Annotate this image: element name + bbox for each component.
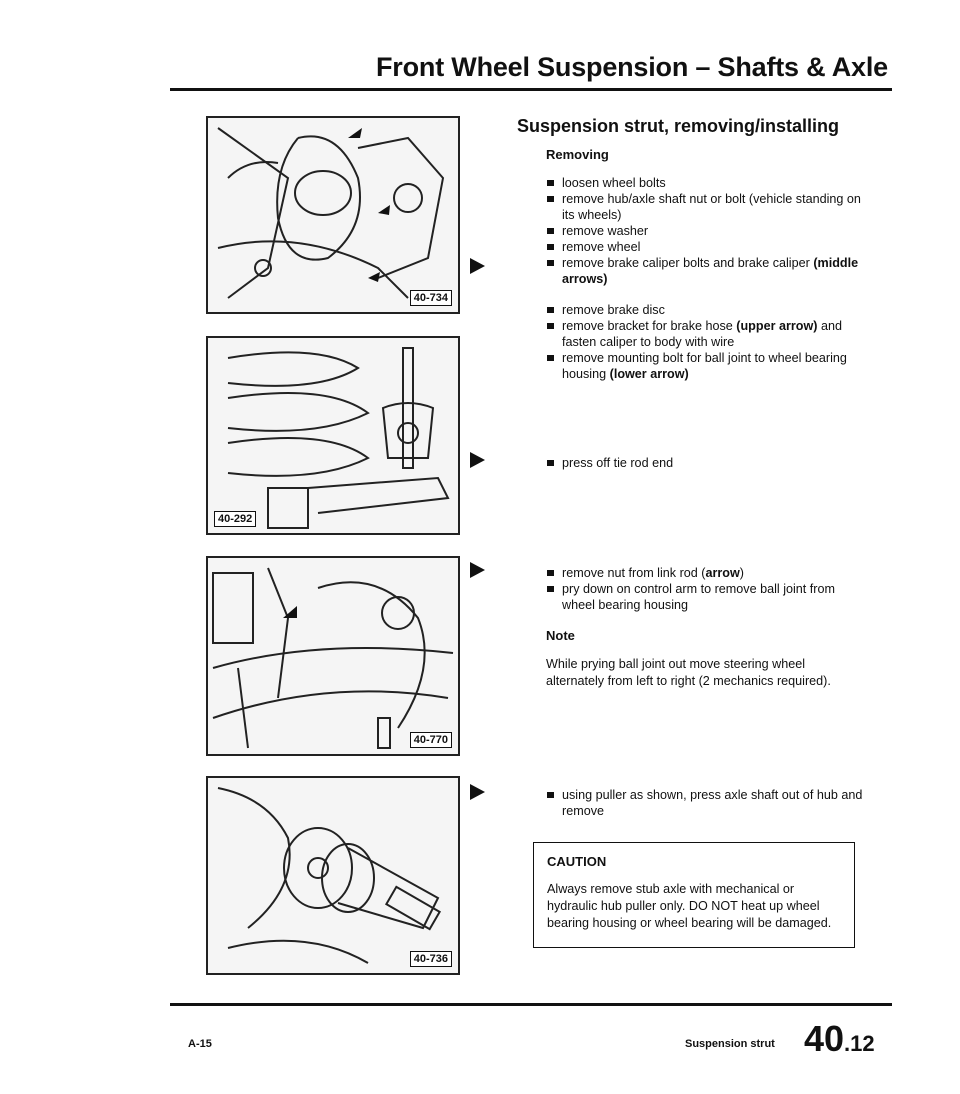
steps-list-2	[546, 302, 866, 382]
list-item: remove hub/axle shaft nut or bolt (vehicle standing on its wheels)	[546, 191, 866, 223]
caution-box	[533, 842, 855, 948]
list-item: remove mounting bolt for ball joint to wheel bearing housing (lower arrow)	[546, 350, 866, 382]
caution-text: Always remove stub axle with mechanical or hydraulic hub puller only. DO NOT heat up wheel bearing housing or wheel bearing will be damaged.	[547, 882, 832, 930]
figure-code: 40-292	[214, 511, 256, 527]
list-item: remove washer	[546, 223, 866, 239]
pointer-triangle-icon	[470, 784, 485, 800]
list-item: using puller as shown, press axle shaft out of hub and remove	[546, 787, 866, 819]
figure-drawing	[208, 118, 458, 312]
list-item: remove brake caliper bolts and brake caliper (middle arrows)	[546, 255, 866, 287]
steps-list-5	[546, 787, 866, 819]
figure-drawing	[208, 778, 458, 973]
figure-drawing	[208, 558, 458, 754]
section-title: Suspension strut, removing/installing	[517, 116, 840, 136]
figure-code: 40-736	[410, 951, 452, 967]
page-number: A-15	[188, 1038, 212, 1050]
section-number-minor: .12	[844, 1031, 875, 1056]
list-item: press off tie rod end	[546, 455, 866, 471]
figure-code: 40-734	[410, 290, 452, 306]
header-divider	[170, 88, 892, 91]
pointer-triangle-icon	[470, 452, 485, 468]
steps-list-4	[546, 565, 866, 613]
note-text: While prying ball joint out move steering wheel alternately from left to right (2 mechanics required).	[546, 657, 831, 688]
figure-drawing	[208, 338, 458, 533]
caution-title: CAUTION	[547, 854, 607, 869]
subhead-removing: Removing	[546, 147, 609, 162]
figure-code: 40-770	[410, 732, 452, 748]
figure-link-rod	[206, 556, 460, 756]
pointer-triangle-icon	[470, 562, 485, 578]
note-title: Note	[546, 628, 575, 643]
footer-divider	[170, 1003, 892, 1006]
figure-tie-rod-puller	[206, 336, 460, 535]
list-item: remove brake disc	[546, 302, 866, 318]
section-number-major: 40	[804, 1018, 845, 1059]
list-item: loosen wheel bolts	[546, 175, 866, 191]
list-item: remove wheel	[546, 239, 866, 255]
section-number	[804, 1018, 875, 1060]
list-item: remove nut from link rod (arrow)	[546, 565, 866, 581]
figure-hub-puller	[206, 776, 460, 975]
steps-list-1	[546, 175, 866, 287]
steps-list-3	[546, 455, 866, 471]
footer-label: Suspension strut	[685, 1038, 775, 1050]
list-item: pry down on control arm to remove ball joint from wheel bearing housing	[546, 581, 866, 613]
list-item: remove bracket for brake hose (upper arrow) and fasten caliper to body with wire	[546, 318, 866, 350]
figure-brake-caliper	[206, 116, 460, 314]
pointer-triangle-icon	[470, 258, 485, 274]
page-header-title: Front Wheel Suspension – Shafts & Axle	[376, 52, 888, 82]
